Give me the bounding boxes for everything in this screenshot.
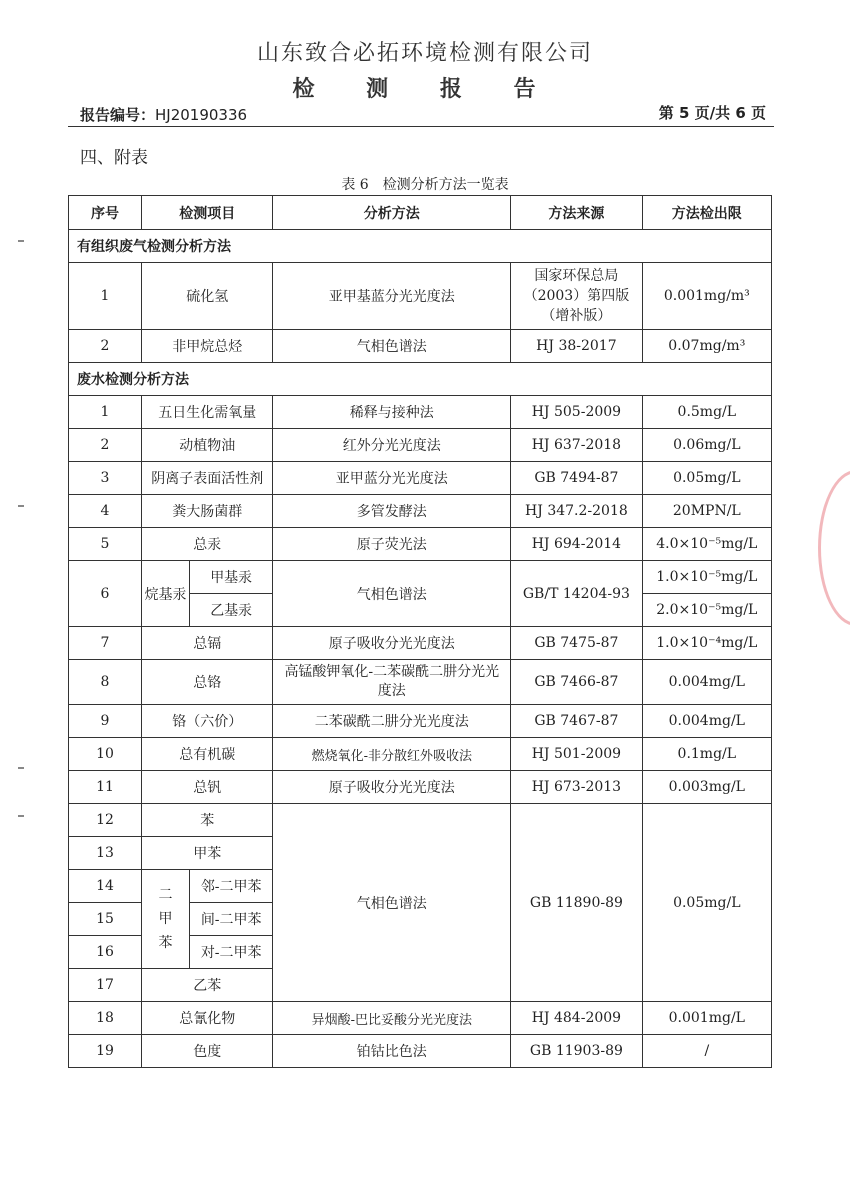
cell-method: 稀释与接种法 <box>273 396 511 429</box>
cell-method: 亚甲基蓝分光光度法 <box>273 263 511 330</box>
table-row <box>69 771 772 804</box>
cell-no: 9 <box>69 705 142 738</box>
cell-method: 气相色谱法 <box>273 561 511 627</box>
cell-no: 4 <box>69 495 142 528</box>
report-number-label: 报告编号： <box>80 106 156 124</box>
cell-no: 10 <box>69 738 142 771</box>
table-row <box>69 1002 772 1035</box>
cell-limit: 20MPN/L <box>642 495 771 528</box>
cell-no: 14 <box>69 870 142 903</box>
cell-no: 3 <box>69 462 142 495</box>
cell-item: 五日生化需氧量 <box>142 396 273 429</box>
cell-limit: 0.004mg/L <box>642 660 771 705</box>
cell-item: 苯 <box>142 804 273 837</box>
cell-method: 二苯碳酰二肼分光光度法 <box>273 705 511 738</box>
cell-no: 11 <box>69 771 142 804</box>
cell-method: 异烟酸-巴比妥酸分光光度法 <box>273 1002 511 1035</box>
red-seal-stamp <box>818 470 850 626</box>
report-number <box>80 104 247 125</box>
cell-subitem: 甲基汞 <box>189 561 272 594</box>
cell-limit: 0.06mg/L <box>642 429 771 462</box>
scan-mark <box>18 815 24 817</box>
cell-item: 铬（六价） <box>142 705 273 738</box>
cell-limit: 0.003mg/L <box>642 771 771 804</box>
cell-source: HJ 38-2017 <box>511 330 642 363</box>
table-row <box>69 263 772 330</box>
table-row <box>69 660 772 705</box>
table-row <box>69 495 772 528</box>
cell-source: GB 7494-87 <box>511 462 642 495</box>
cell-method: 高锰酸钾氧化-二苯碳酰二肼分光光度法 <box>273 660 511 705</box>
scan-mark <box>18 505 24 507</box>
cell-method: 原子吸收分光光度法 <box>273 771 511 804</box>
cell-limit: 0.05mg/L <box>642 804 771 1002</box>
cell-no: 8 <box>69 660 142 705</box>
table-row <box>69 627 772 660</box>
cell-no: 6 <box>69 561 142 627</box>
col-header-method: 分析方法 <box>273 196 511 230</box>
cell-source: HJ 673-2013 <box>511 771 642 804</box>
cell-source: GB 7466-87 <box>511 660 642 705</box>
table-row <box>69 1035 772 1068</box>
cell-source: GB 11903-89 <box>511 1035 642 1068</box>
cell-limit: / <box>642 1035 771 1068</box>
cell-item: 总镉 <box>142 627 273 660</box>
cell-item: 总铬 <box>142 660 273 705</box>
section-title: 四、附表 <box>80 148 148 168</box>
cell-subitem: 间-二甲苯 <box>189 903 272 936</box>
table-row <box>69 705 772 738</box>
cell-method: 原子吸收分光光度法 <box>273 627 511 660</box>
page-indicator: 第 5 页/共 6 页 <box>658 104 766 122</box>
company-name: 山东致合必拓环境检测有限公司 <box>256 41 593 66</box>
methods-table <box>68 195 772 1068</box>
report-number-value: HJ20190336 <box>155 106 248 124</box>
cell-source: HJ 347.2-2018 <box>511 495 642 528</box>
cell-method: 燃烧氧化-非分散红外吸收法 <box>273 738 511 771</box>
cell-item: 甲苯 <box>142 837 273 870</box>
col-header-source: 方法来源 <box>511 196 642 230</box>
col-header-limit: 方法检出限 <box>642 196 771 230</box>
cell-no: 2 <box>69 330 142 363</box>
cell-method: 红外分光光度法 <box>273 429 511 462</box>
cell-item: 总汞 <box>142 528 273 561</box>
scan-mark <box>18 240 24 242</box>
cell-source: 国家环保总局（2003）第四版（增补版） <box>511 263 642 330</box>
cell-limit: 1.0×10⁻⁴mg/L <box>642 627 771 660</box>
cell-method: 亚甲蓝分光光度法 <box>273 462 511 495</box>
cell-no: 1 <box>69 263 142 330</box>
cell-item: 动植物油 <box>142 429 273 462</box>
cell-no: 18 <box>69 1002 142 1035</box>
xylene-label: 二甲苯 <box>158 887 173 951</box>
cell-source: HJ 694-2014 <box>511 528 642 561</box>
cell-limit: 0.1mg/L <box>642 738 771 771</box>
cell-item: 总钒 <box>142 771 273 804</box>
table-row <box>69 462 772 495</box>
group-row <box>69 230 772 263</box>
cell-source: HJ 484-2009 <box>511 1002 642 1035</box>
cell-item: 色度 <box>142 1035 273 1068</box>
cell-no: 17 <box>69 969 142 1002</box>
cell-no: 16 <box>69 936 142 969</box>
cell-no: 7 <box>69 627 142 660</box>
cell-method: 铂钴比色法 <box>273 1035 511 1068</box>
cell-limit: 0.004mg/L <box>642 705 771 738</box>
cell-method: 原子荧光法 <box>273 528 511 561</box>
cell-method: 多管发酵法 <box>273 495 511 528</box>
table-row <box>69 330 772 363</box>
col-header-no: 序号 <box>69 196 142 230</box>
scan-mark <box>18 767 24 769</box>
table-row <box>69 738 772 771</box>
cell-item: 总氰化物 <box>142 1002 273 1035</box>
cell-item: 粪大肠菌群 <box>142 495 273 528</box>
cell-limit: 0.001mg/m³ <box>642 263 771 330</box>
cell-item: 阴离子表面活性剂 <box>142 462 273 495</box>
group-title-water: 废水检测分析方法 <box>69 363 772 396</box>
cell-xylene-group <box>142 870 190 969</box>
group-title-gas: 有组织废气检测分析方法 <box>69 230 772 263</box>
cell-limit: 2.0×10⁻⁵mg/L <box>642 594 771 627</box>
cell-limit: 1.0×10⁻⁵mg/L <box>642 561 771 594</box>
table-row <box>69 429 772 462</box>
cell-limit: 0.5mg/L <box>642 396 771 429</box>
cell-no: 2 <box>69 429 142 462</box>
table-row <box>69 396 772 429</box>
cell-source: GB/T 14204-93 <box>511 561 642 627</box>
table-row <box>69 561 772 594</box>
cell-no: 5 <box>69 528 142 561</box>
cell-source: GB 7467-87 <box>511 705 642 738</box>
table-caption: 表 6 检测分析方法一览表 <box>341 177 509 193</box>
cell-source: GB 11890-89 <box>511 804 642 1002</box>
cell-method: 气相色谱法 <box>273 804 511 1002</box>
header-divider <box>68 126 774 127</box>
cell-source: HJ 501-2009 <box>511 738 642 771</box>
cell-item: 总有机碳 <box>142 738 273 771</box>
cell-limit: 0.001mg/L <box>642 1002 771 1035</box>
cell-no: 1 <box>69 396 142 429</box>
cell-subitem: 对-二甲苯 <box>189 936 272 969</box>
col-header-item: 检测项目 <box>142 196 273 230</box>
cell-no: 12 <box>69 804 142 837</box>
table-header-row <box>69 196 772 230</box>
cell-item: 非甲烷总烃 <box>142 330 273 363</box>
group-row <box>69 363 772 396</box>
cell-item: 乙苯 <box>142 969 273 1002</box>
cell-no: 15 <box>69 903 142 936</box>
cell-limit: 0.05mg/L <box>642 462 771 495</box>
cell-subitem: 邻-二甲苯 <box>189 870 272 903</box>
table-row <box>69 804 772 837</box>
report-title: 检 测 报 告 <box>292 77 558 102</box>
cell-limit: 4.0×10⁻⁵mg/L <box>642 528 771 561</box>
cell-item: 硫化氢 <box>142 263 273 330</box>
cell-method: 气相色谱法 <box>273 330 511 363</box>
cell-no: 19 <box>69 1035 142 1068</box>
cell-subitem: 乙基汞 <box>189 594 272 627</box>
cell-source: GB 7475-87 <box>511 627 642 660</box>
cell-source: HJ 637-2018 <box>511 429 642 462</box>
table-row <box>69 528 772 561</box>
cell-no: 13 <box>69 837 142 870</box>
cell-source: HJ 505-2009 <box>511 396 642 429</box>
cell-limit: 0.07mg/m³ <box>642 330 771 363</box>
cell-item-alkyl-mercury: 烷基汞 <box>142 561 190 627</box>
